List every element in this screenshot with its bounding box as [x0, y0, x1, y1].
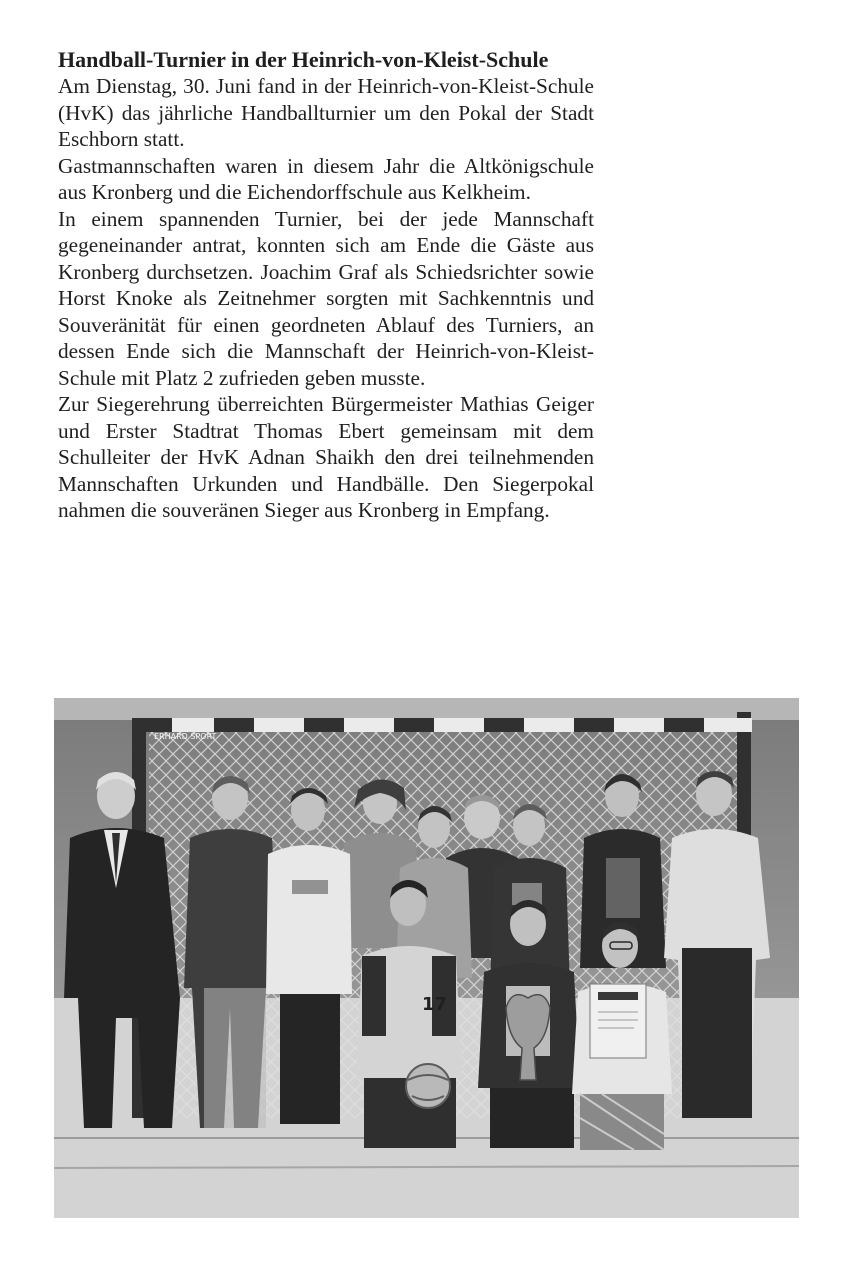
jersey-number: 17: [422, 994, 448, 1015]
article-paragraph: Zur Siegerehrung überreichten Bürgermeister Mathias Geiger und Erster Stadtrat Thomas Ebert gemeinsam mit dem Schulleiter der HvK Adnan Shaikh den drei teilnehmenden Mannschaften Urkunden und Handbälle. Den Siegerpokal nahmen die souveränen Sieger aus Kronberg in Empfang.: [58, 392, 594, 522]
article-paragraph: In einem spannenden Turnier, bei der jede Mannschaft gegeneinander antrat, konnten sich am Ende die Gäste aus Kronberg durchsetzen. Joachim Graf als Schiedsrichter sowie Horst Knoke als Zeitnehmer sorgten mit Sachkenntnis und Souveränität für einen geordneten Ablauf des Turniers, an dessen Ende sich die Mannschaft der Heinrich-von-Kleist-Schule mit Platz 2 zufrieden geben musste.: [58, 206, 594, 390]
goal-brand-label: ERHARD SPORT: [154, 732, 217, 741]
article: [58, 46, 594, 524]
team-photo: [54, 698, 799, 1218]
team-photo-illustration: [54, 698, 799, 1218]
article-paragraph: Gastmannschaften waren in diesem Jahr die Altkönigschule aus Kronberg und die Eichendorffschule aus Kelkheim.: [58, 153, 594, 204]
article-headline: Handball-Turnier in der Heinrich-von-Kleist-Schule: [58, 47, 549, 72]
article-paragraph: Am Dienstag, 30. Juni fand in der Heinrich-von-Kleist-Schule (HvK) das jährliche Handballturnier um den Pokal der Stadt Eschborn statt.: [58, 74, 594, 151]
